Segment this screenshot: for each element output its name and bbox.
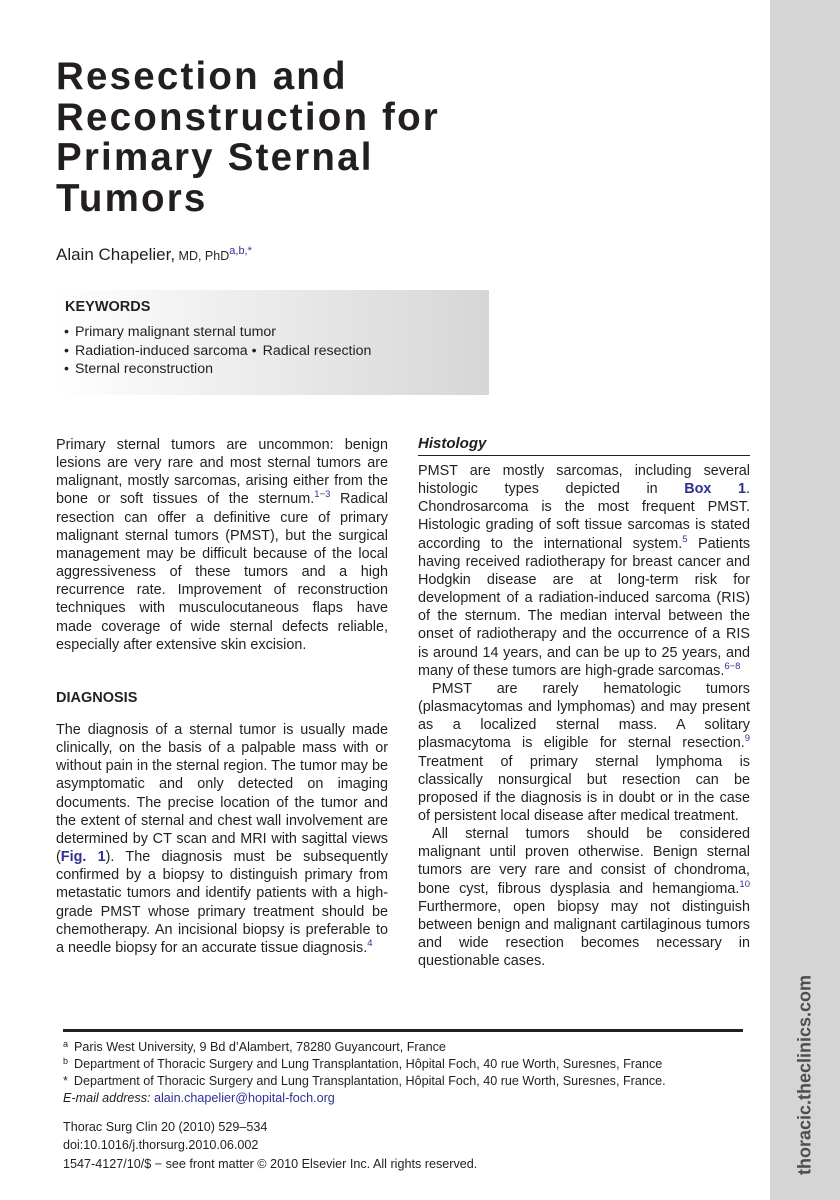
- footnote-mark: a: [63, 1039, 69, 1049]
- body-text: The diagnosis of a sternal tumor is usually made clinically, on the basis of a palpable mass with or without pain in the sternal region. The tumor may be asymptomatic and only detected on imaging documents. The precise location of the tumor and the extent of sternal and chest wall involvement are determined by CT scan and MRI with sagittal views (: [56, 722, 388, 866]
- histology-paragraph-2: [418, 680, 750, 825]
- footnote-text: Paris West University, 9 Bd d’Alambert, 78280 Guyancourt, France: [74, 1040, 446, 1054]
- histology-paragraph-3: [418, 825, 750, 970]
- diagnosis-heading: DIAGNOSIS: [56, 690, 138, 706]
- citation-ref[interactable]: 6−8: [724, 660, 741, 672]
- body-text: PMST are rarely hematologic tumors (plasmacytomas and lymphomas) and may present as a localized sternal mass. A solitary plasmacytoma is eligible for sternal resection.: [418, 680, 750, 752]
- citation-block: [63, 1118, 477, 1173]
- footnotes: [63, 1039, 763, 1107]
- intro-paragraph: [56, 436, 388, 654]
- author-degrees: MD, PhD: [175, 249, 230, 263]
- body-text: Radical resection can offer a definitive cure of primary malignant sternal tumors (PMST), but the surgical management may be difficult because of the local aggressiveness of these tumors and a high recurrence rate. Improvement of reconstruction techniques with musculocutaneous flaps have made coverage of wide sternal defects reliable, especially after extensive skin excision.: [56, 491, 388, 653]
- bullet-icon: •: [64, 342, 69, 359]
- figure-link[interactable]: Box 1: [684, 481, 746, 498]
- keyword: Sternal reconstruction: [74, 361, 213, 378]
- bullet-icon: •: [64, 324, 69, 340]
- citation-ref[interactable]: 4: [367, 937, 373, 949]
- keyword: Radiation-induced sarcoma: [74, 342, 248, 359]
- keyword: Radical resection: [262, 342, 372, 359]
- footnote-divider: [63, 1029, 743, 1032]
- author-affiliation-marks[interactable]: a,b,*: [229, 245, 252, 257]
- body-text: Primary sternal tumors are uncommon: benign lesions are very rare and most sternal tumors are malignant, mostly sarcomas, arising either from the bone or soft tissues of the sternum.: [56, 437, 388, 508]
- body-text: PMST are mostly sarcomas, including several histologic types depicted in: [418, 463, 750, 498]
- body-text: Patients having received radiotherapy for breast cancer and Hodgkin disease are at long-term risk for development of a radiation-induced sarcoma (RIS) of the sternum. The median interval between the onset of radiotherapy and the occurrence of a RIS is around 14 years, and can be up to 25 years, and many of these tumors are high-grade sarcomas.: [418, 535, 751, 679]
- author-name: Alain Chapelier,: [56, 245, 176, 264]
- keyword-line: [64, 342, 371, 361]
- article-title: Resection and Reconstruction for Primary Sternal Tumors: [56, 55, 440, 220]
- email-link[interactable]: alain.chapelier@hopital-foch.org: [154, 1091, 335, 1105]
- keyword: Primary malignant sternal tumor: [74, 324, 277, 340]
- keyword-line: [64, 323, 371, 342]
- keywords-list: [64, 323, 371, 379]
- body-text: Treatment of primary sternal lymphoma is classically nonsurgical but resection can be proposed if the diagnosis is in doubt or in the case of persistent local disease after medical treatment.: [418, 753, 750, 824]
- histology-section: [418, 462, 750, 970]
- citation-ref[interactable]: 9: [744, 733, 750, 745]
- body-text: ). The diagnosis must be subsequently confirmed by a biopsy to distinguish primary from metastatic tumors and identify patients with a high-grade PMST whose primary treatment should be chemotherapy. An incisional biopsy is preferable to a needle biopsy for an accurate tissue diagnosis.: [56, 849, 388, 956]
- footnote-mark: b: [63, 1056, 69, 1066]
- histology-paragraph-1: [418, 462, 750, 680]
- doi-link[interactable]: doi:10.1016/j.thorsurg.2010.06.002: [63, 1138, 259, 1153]
- citation-ref[interactable]: 10: [739, 878, 750, 890]
- keyword-line: [64, 360, 371, 379]
- email-label: E-mail address:: [63, 1091, 151, 1105]
- keywords-heading: KEYWORDS: [65, 299, 151, 315]
- citation-ref[interactable]: 5: [682, 533, 688, 545]
- footnote-text: Department of Thoracic Surgery and Lung Transplantation, Hôpital Foch, 40 rue Worth, Suresnes, France: [74, 1057, 663, 1071]
- body-text: All sternal tumors should be considered malignant until proven otherwise. Benign sternal tumors are very rare and consist of chondroma, bone cyst, fibrous dysplasia and hemangioma.: [418, 826, 750, 897]
- body-text: . Chondrosarcoma is the most frequent PMST. Histologic grading of soft tissue sarcomas is stated according to the international system.: [418, 481, 750, 552]
- author-line: [56, 245, 252, 265]
- intro-text: [56, 436, 388, 654]
- journal-citation: Thorac Surg Clin 20 (2010) 529–534: [63, 1120, 268, 1134]
- footnote-mark: *: [63, 1074, 68, 1088]
- diagnosis-section: [56, 721, 388, 957]
- bullet-icon: •: [251, 342, 257, 359]
- copyright-line: 1547-4127/10/$ − see front matter © 2010 Elsevier Inc. All rights reserved.: [63, 1156, 478, 1171]
- email-line: [63, 1090, 763, 1107]
- body-text: Furthermore, open biopsy may not distinguish between benign and malignant cartilaginous tumors and wide resection becomes necessary in questionable cases.: [418, 898, 750, 970]
- diagnosis-text: [56, 721, 388, 957]
- footnote-corresponding: [63, 1073, 763, 1090]
- figure-link[interactable]: Fig. 1: [60, 849, 106, 866]
- footnote-a: [63, 1039, 763, 1056]
- histology-heading: Histology: [418, 435, 750, 456]
- footnote-text: Department of Thoracic Surgery and Lung Transplantation, Hôpital Foch, 40 rue Worth, Suresnes, France.: [73, 1074, 666, 1088]
- keywords-box: [56, 290, 489, 395]
- bullet-icon: •: [64, 361, 69, 378]
- journal-site-url[interactable]: thoracic.theclinics.com: [794, 974, 815, 1176]
- citation-ref[interactable]: 1−3: [314, 489, 331, 501]
- footnote-b: [63, 1056, 763, 1073]
